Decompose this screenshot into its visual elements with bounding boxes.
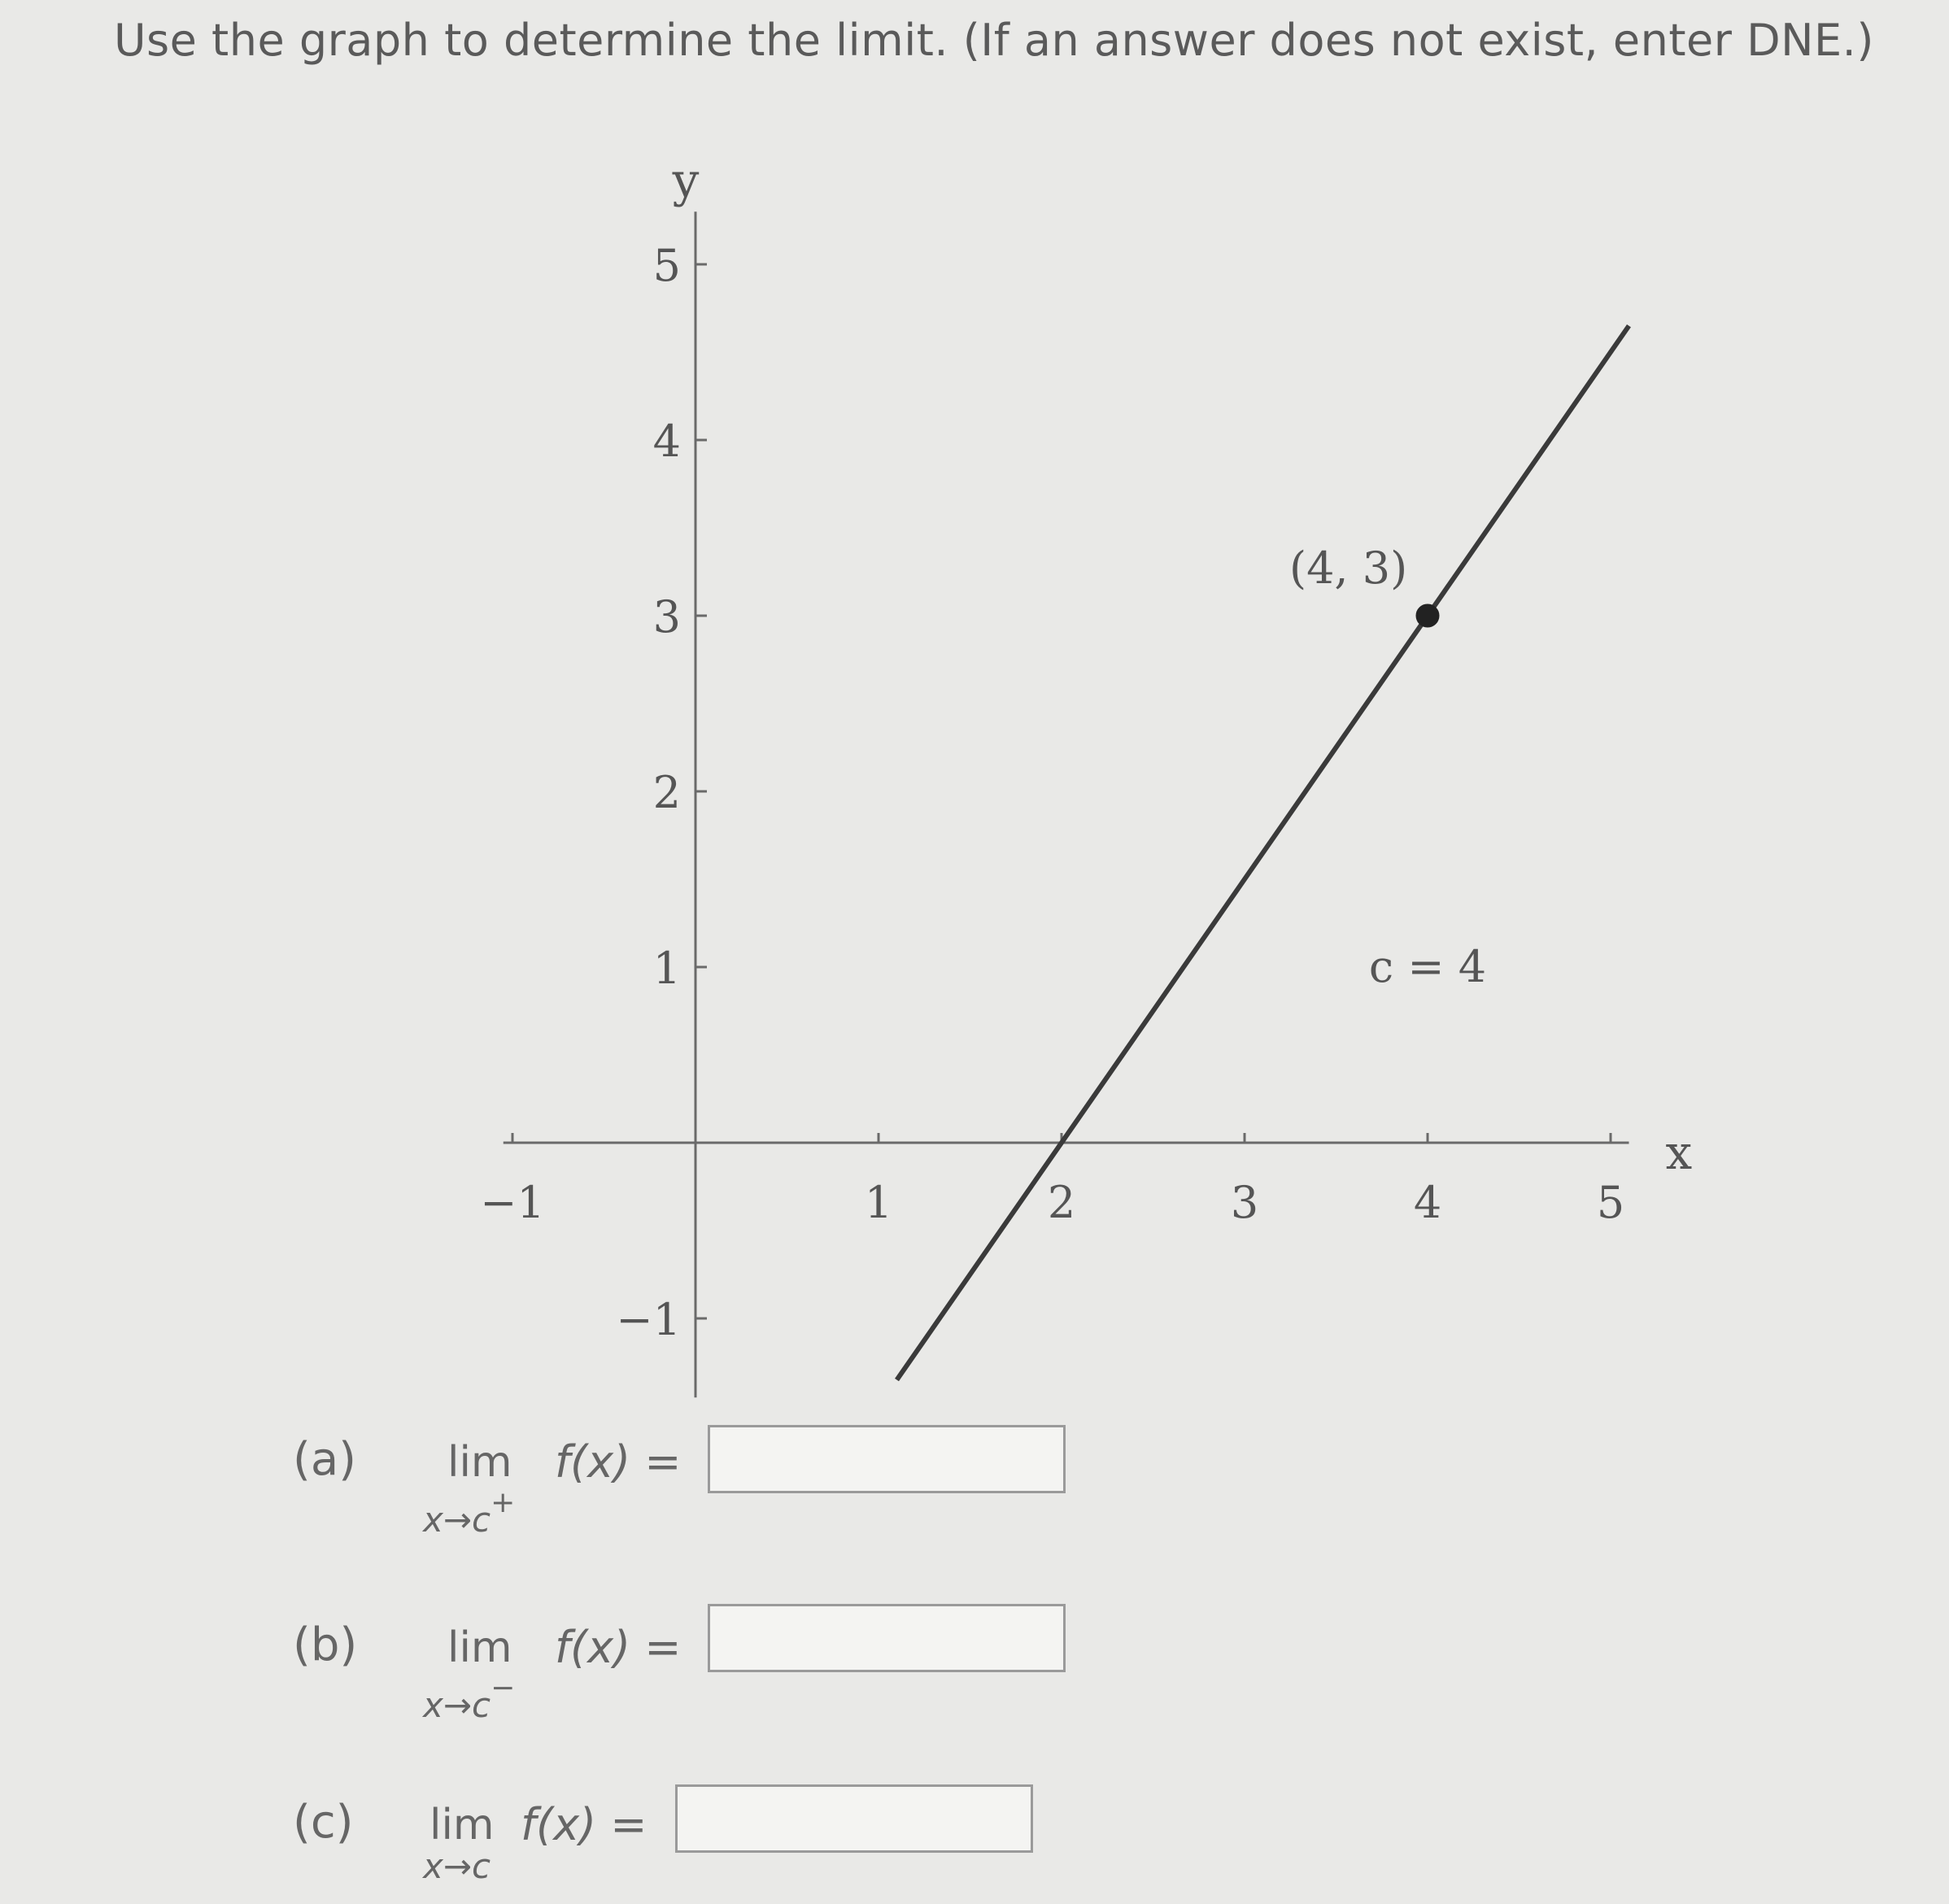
y-tick-label: −1	[616, 1294, 681, 1345]
point-marker	[1417, 605, 1438, 626]
part-a	[293, 1433, 1106, 1540]
part-a-fx	[555, 1436, 682, 1488]
point-label: (4, 3)	[1289, 542, 1408, 594]
part-a-fx-text: f(x) =	[555, 1436, 682, 1488]
part-c-sub-text: x→c	[423, 1846, 491, 1886]
part-c-subscript	[423, 1846, 491, 1886]
part-c-fx	[521, 1799, 647, 1850]
x-tick-label: 3	[1230, 1177, 1259, 1228]
part-c-letter: (c)	[293, 1796, 354, 1849]
part-c	[293, 1796, 1106, 1886]
part-a-sub-text: x→c	[423, 1500, 491, 1540]
x-tick-label: 2	[1047, 1177, 1076, 1228]
y-tick-label: 1	[652, 943, 681, 994]
instructions-text: Use the graph to determine the limit. (If an answer does not exist, enter DNE.)	[114, 15, 1874, 66]
x-tick-label: 1	[864, 1177, 893, 1228]
x-tick-label: −1	[480, 1177, 545, 1228]
c-annotation: c = 4	[1368, 941, 1487, 992]
part-c-answer-input[interactable]	[675, 1784, 1033, 1853]
part-b-answer-input[interactable]	[708, 1604, 1066, 1672]
part-a-lim: lim	[447, 1438, 512, 1487]
y-tick-label: 3	[652, 591, 681, 643]
part-b-subscript	[423, 1671, 516, 1725]
part-b-letter: (b)	[293, 1619, 358, 1671]
y-axis-label: y	[672, 152, 700, 208]
part-b-lim: lim	[447, 1623, 512, 1672]
part-c-fx-text: f(x) =	[521, 1799, 647, 1850]
y-tick-label: 5	[652, 240, 681, 291]
part-a-answer-input[interactable]	[708, 1425, 1066, 1493]
function-line	[897, 326, 1629, 1380]
part-a-subscript	[423, 1486, 516, 1540]
part-a-letter: (a)	[293, 1433, 357, 1486]
x-tick-label: 5	[1596, 1177, 1625, 1228]
part-c-lim: lim	[429, 1801, 495, 1850]
part-a-sup: +	[491, 1486, 516, 1519]
part-b	[293, 1619, 1106, 1725]
part-b-fx-text: f(x) =	[555, 1622, 682, 1673]
x-axis-label: x	[1665, 1125, 1693, 1180]
part-b-sup: −	[491, 1671, 516, 1705]
x-tick-label: 4	[1413, 1177, 1442, 1228]
part-b-sub-text: x→c	[423, 1685, 491, 1725]
part-b-fx	[555, 1622, 682, 1673]
y-tick-label: 2	[652, 767, 681, 818]
y-tick-label: 4	[652, 416, 681, 467]
